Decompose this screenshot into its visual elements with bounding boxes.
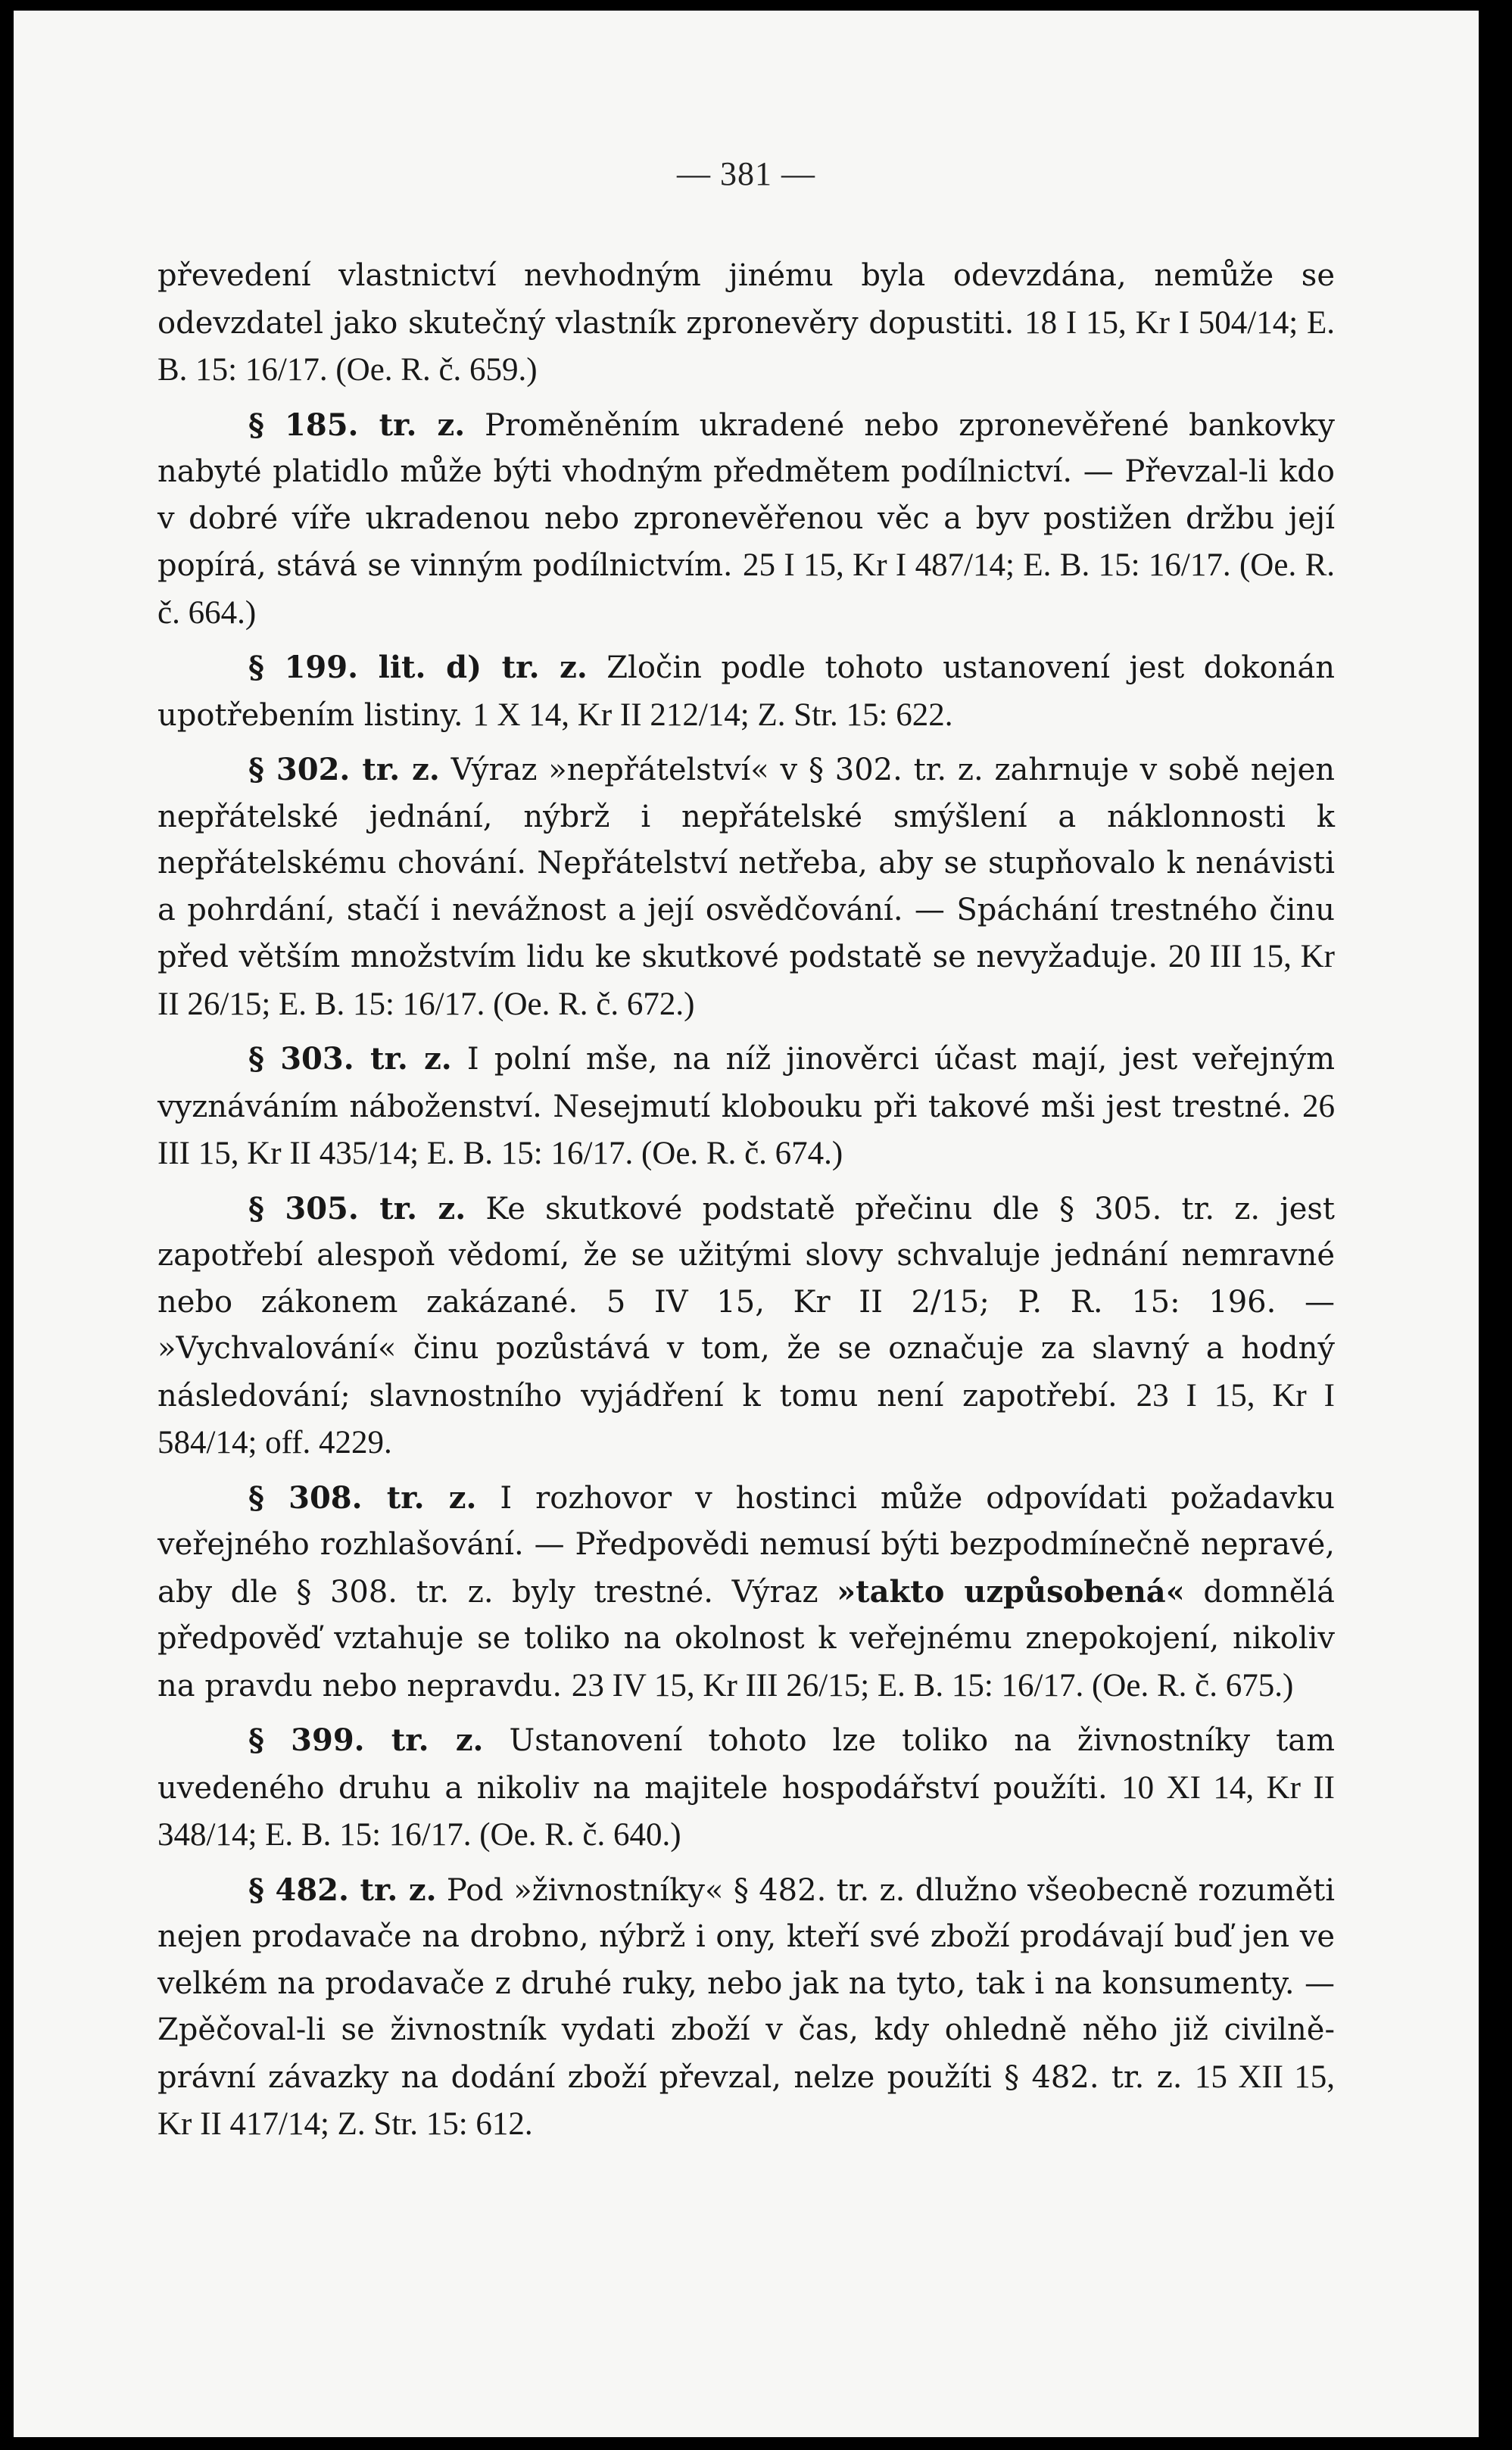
section-heading: § 399. tr. z. [248, 1722, 484, 1758]
paragraph-text-continued: domnělá předpověď vztahuje se toliko na okolnost k veřejnému znepokojení, nikoliv na pravdu nebo nepravdu. [157, 1574, 1336, 1703]
paragraph-text: Ke skutkové podstatě přečinu dle § 305. tr. z. jest zapotřebí alespoň vědomí, že se užitými slovy schvaluje jednání nemravné nebo zákonem zakázané. 5 IV 15, Kr II 2/15; P. R. 15: 196. — »Vychvalování« činu pozůstává v tom, že se označuje za slavný a hodný následování; slavnostního vyjádření k tomu není zapotřebí. [157, 1191, 1335, 1414]
section-heading: § 308. tr. z. [248, 1479, 477, 1516]
section-199 [157, 644, 1335, 739]
section-308 [157, 1475, 1335, 1710]
page-text [157, 253, 1335, 2156]
citation: 18 I 15, Kr I 504/14; E. B. 15: 16/17. (Oe. R. č. 659.) [157, 304, 1335, 388]
paragraph-continuation [157, 253, 1335, 394]
book-page [14, 11, 1479, 2437]
section-heading: § 302. tr. z. [248, 752, 440, 787]
section-heading: § 303. tr. z. [248, 1041, 452, 1077]
page-number: — 381 — [677, 155, 815, 192]
paragraph-text: Pod »živnostníky« § 482. tr. z. dlužno všeobecně rozuměti nejen prodavače na drobno, nýbrž i ony, kteří své zboží prodávají buď jen ve velkém na prodavače z druhé ruky, nebo jak na tyto, tak i na konsumenty. — Zpěčoval-li se živnostník vydati zboží v čas, kdy ohledně něho již civilně-právní závazky na dodání zboží převzal, nelze použíti § 482. tr. z. [157, 1872, 1336, 2095]
citation: 25 I 15, Kr I 487/14; E. B. 15: 16/17. (Oe. R. č. 664.) [157, 547, 1335, 631]
citation: 23 I 15, Kr I 584/14; off. 4229. [157, 1377, 1335, 1460]
citation: 15 XII 15, Kr II 417/14; Z. Str. 15: 612. [157, 2059, 1335, 2142]
paragraph-text: I rozhovor v hostinci může odpovídati požadavku veřejného rozhlašování. — Předpovědi nemusí býti bezpodmínečně nepravé, aby dle § 308. tr. z. byly trestné. Výraz [157, 1480, 1336, 1610]
paragraph-text: Ustanovení tohoto lze toliko na živnostníky tam uvedeného druhu a nikoliv na majitele hospodářství použíti. [157, 1723, 1336, 1806]
section-305 [157, 1186, 1335, 1467]
section-heading: § 199. lit. d) tr. z. [248, 650, 588, 685]
citation: 20 III 15, Kr II 26/15; E. B. 15: 16/17. (Oe. R. č. 672.) [157, 939, 1335, 1022]
section-399 [157, 1717, 1335, 1859]
section-482 [157, 1867, 1335, 2149]
emphasized-term: »takto uzpůsobená« [837, 1573, 1185, 1610]
paragraph-text: Zločin podle tohoto ustanovení jest dokonán upotřebením listiny. [157, 650, 1335, 733]
section-303 [157, 1036, 1335, 1178]
section-185 [157, 402, 1335, 637]
citation: 26 III 15, Kr II 435/14; E. B. 15: 16/17. (Oe. R. č. 674.) [157, 1088, 1335, 1171]
citation: 1 X 14, Kr II 212/14; Z. Str. 15: 622. [472, 697, 953, 733]
section-302 [157, 747, 1335, 1028]
section-heading: § 185. tr. z. [248, 407, 466, 443]
paragraph-text: I polní mše, na níž jinověrci účast mají, jest veřejným vyznáváním náboženství. Nesejmutí klobouku při takové mši jest trestné. [157, 1042, 1336, 1124]
section-heading: § 482. tr. z. [248, 1872, 437, 1908]
paragraph-text: Proměněním ukradené nebo zpronevěřené bankovky nabyté platidlo může býti vhodným předmětem podílnictví. — Převzal-li kdo v dobré víře ukradenou nebo zpronevěřenou věc a byv postižen držbu její popírá, stává se vinným podílnictvím. [157, 407, 1336, 583]
paragraph-text: převedení vlastnictví nevhodným jinému byla odevzdána, nemůže se odevzdatel jako skutečný vlastník zpronevěry dopustiti. [157, 258, 1335, 341]
citation: 23 IV 15, Kr III 26/15; E. B. 15: 16/17. (Oe. R. č. 675.) [571, 1667, 1294, 1703]
citation: 10 XI 14, Kr II 348/14; E. B. 15: 16/17. (Oe. R. č. 640.) [157, 1769, 1335, 1853]
paragraph-text: Výraz »nepřátelství« v § 302. tr. z. zahrnuje v sobě nejen nepřátelské jednání, nýbrž i nepřátelské smýšlení a náklonnosti k nepřátelskému chování. Nepřátelství netřeba, aby se stupňovalo k nenávisti a pohrdání, stačí i nevážnost a její osvědčování. — Spáchání trestného činu před větším množstvím lidu ke skutkové podstatě se nevyžaduje. [157, 753, 1336, 974]
section-heading: § 305. tr. z. [248, 1190, 466, 1227]
